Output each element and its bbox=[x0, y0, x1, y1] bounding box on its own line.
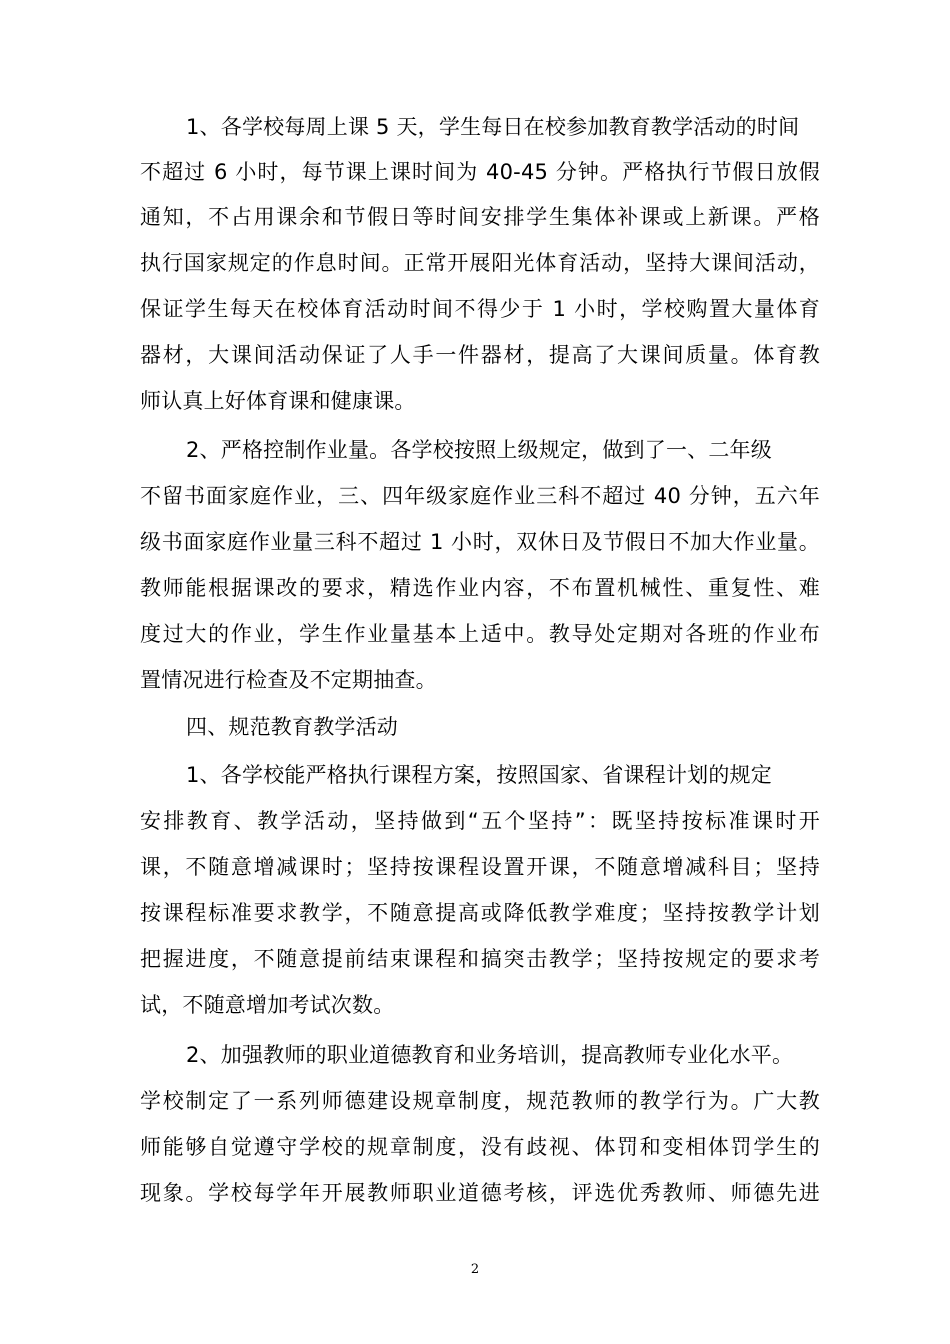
text-line-23: 师能够自觉遵守学校的规章制度，没有歧视、体罚和变相体罚学生的 bbox=[140, 1135, 820, 1159]
text-line-15: 1、各学校能严格执行课程方案，按照国家、省课程计划的规定 bbox=[186, 763, 772, 787]
text-line-3: 通知，不占用课余和节假日等时间安排学生集体补课或上新课。严格 bbox=[140, 205, 820, 229]
text-line-6: 器材，大课间活动保证了人手一件器材，提高了大课间质量。体育教 bbox=[140, 343, 820, 367]
text-line-19: 把握进度，不随意提前结束课程和搞突击教学；坚持按规定的要求考 bbox=[140, 947, 820, 971]
text-line-21: 2、加强教师的职业道德教育和业务培训，提高教师专业化水平。 bbox=[186, 1043, 794, 1067]
text-line-2: 不超过 6 小时，每节课上课时间为 40-45 分钟。严格执行节假日放假 bbox=[140, 160, 820, 184]
text-line-17: 课，不随意增减课时；坚持按课程设置开课，不随意增减科目；坚持 bbox=[140, 855, 820, 879]
text-line-4: 执行国家规定的作息时间。正常开展阳光体育活动，坚持大课间活动， bbox=[140, 251, 820, 275]
text-line-18: 按课程标准要求教学，不随意提高或降低教学难度；坚持按教学计划 bbox=[140, 901, 820, 925]
text-line-9: 不留书面家庭作业，三、四年级家庭作业三科不超过 40 分钟，五六年 bbox=[140, 484, 820, 508]
text-line-7: 师认真上好体育课和健康课。 bbox=[140, 389, 416, 413]
text-line-22: 学校制定了一系列师德建设规章制度，规范教师的教学行为。广大教 bbox=[140, 1089, 820, 1113]
text-line-1: 1、各学校每周上课 5 天，学生每日在校参加教育教学活动的时间 bbox=[186, 115, 800, 139]
text-line-11: 教师能根据课改的要求，精选作业内容，不布置机械性、重复性、难 bbox=[140, 576, 820, 600]
section-heading: 四、规范教育教学活动 bbox=[186, 715, 398, 739]
page-number: 2 bbox=[470, 1262, 480, 1277]
text-line-24: 现象。学校每学年开展教师职业道德考核，评选优秀教师、师德先进 bbox=[140, 1181, 820, 1205]
text-line-10: 级书面家庭作业量三科不超过 1 小时，双休日及节假日不加大作业量。 bbox=[140, 530, 820, 554]
text-line-12: 度过大的作业，学生作业量基本上适中。教导处定期对各班的作业布 bbox=[140, 622, 820, 646]
text-line-8: 2、严格控制作业量。各学校按照上级规定，做到了一、二年级 bbox=[186, 438, 772, 462]
text-line-20: 试，不随意增加考试次数。 bbox=[140, 993, 395, 1017]
text-line-16: 安排教育、教学活动，坚持做到“五个坚持”：既坚持按标准课时开 bbox=[140, 809, 820, 833]
text-line-13: 置情况进行检查及不定期抽查。 bbox=[140, 668, 437, 692]
text-line-5: 保证学生每天在校体育活动时间不得少于 1 小时，学校购置大量体育 bbox=[140, 297, 820, 321]
